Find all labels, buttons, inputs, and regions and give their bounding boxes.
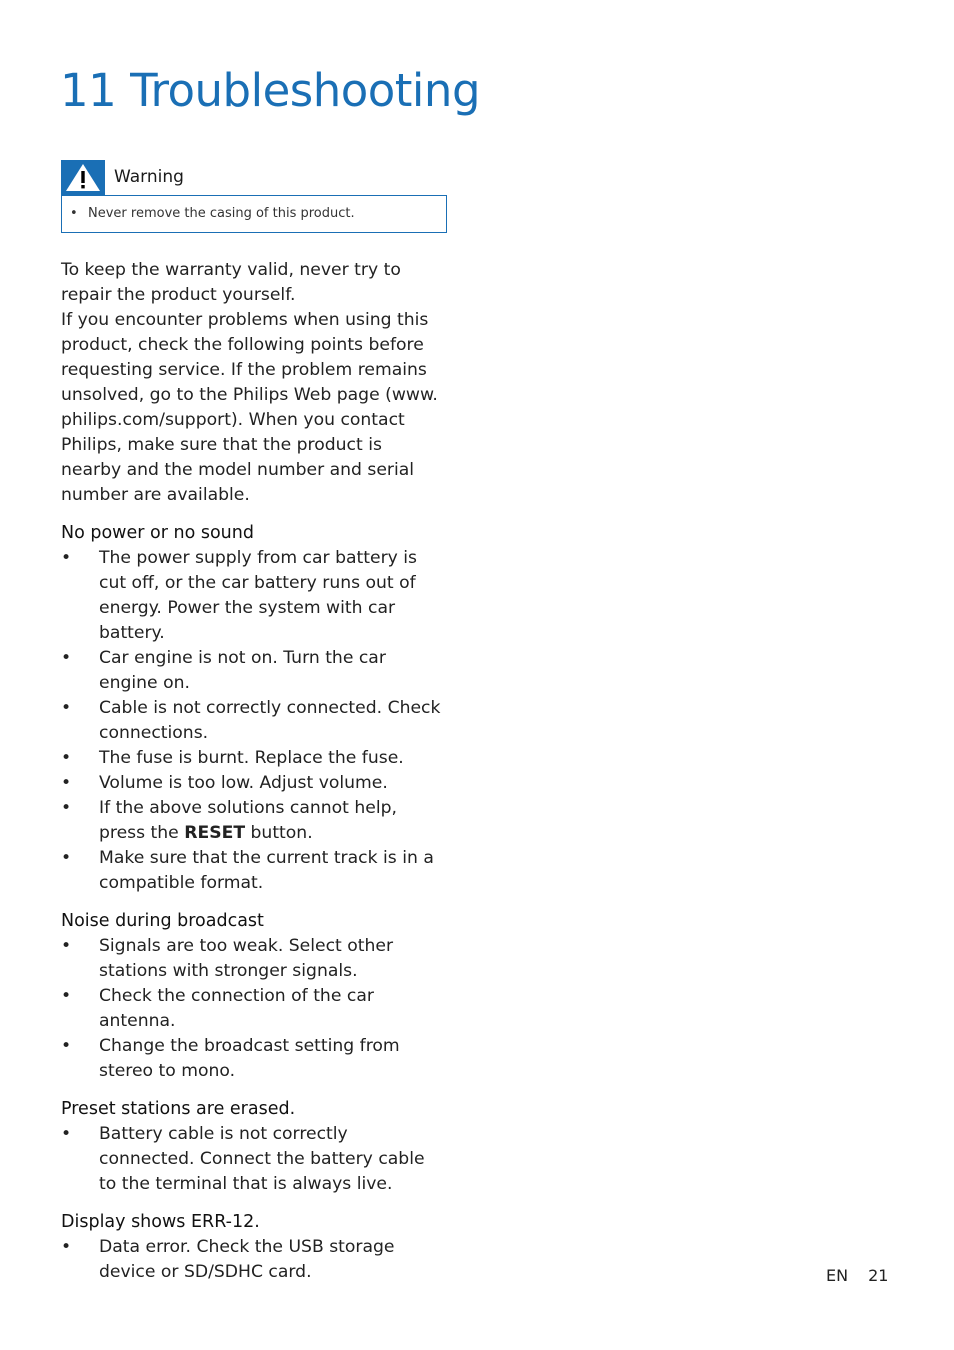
bullet: • (61, 1237, 72, 1257)
list-item (61, 846, 447, 896)
bullet-list-err12 (61, 1235, 447, 1285)
section-heading-no-power: No power or no sound (61, 523, 254, 543)
warning-triangle-icon (64, 162, 102, 193)
list-item-text: Car engine is not on. Turn the car engine on. (99, 648, 386, 693)
list-item-text: Make sure that the current track is in a compatible format. (99, 848, 434, 893)
list-item-text: Battery cable is not correctly connected. Connect the battery cable to the terminal that is always live. (99, 1124, 425, 1194)
bullet-list-noise (61, 934, 447, 1084)
bullet: • (61, 698, 72, 718)
list-item-text: If the above solutions cannot help, press the (99, 798, 398, 843)
intro-paragraph: If you encounter problems when using this product, check the following points before requesting service. If the problem remains unsolved, go to the Philips Web page (www. philips.com/support). When you contact Philips, make sure that the product is nearby and the model number and serial number are available. (61, 310, 438, 505)
list-item (61, 1235, 447, 1285)
list-item (61, 746, 447, 771)
main-content (61, 258, 447, 1285)
bullet: • (61, 748, 72, 768)
bullet: • (61, 986, 72, 1006)
list-item (61, 646, 447, 696)
warning-item-text: Never remove the casing of this product. (88, 206, 355, 221)
list-item-text: Signals are too weak. Select other stations with stronger signals. (99, 936, 394, 981)
bullet: • (70, 206, 78, 221)
bullet: • (61, 1036, 72, 1056)
bullet: • (61, 936, 72, 956)
reset-button-label: RESET (184, 823, 246, 843)
footer-language: EN (826, 1266, 849, 1285)
bullet: • (61, 773, 72, 793)
list-item (61, 1122, 447, 1197)
list-item (61, 771, 447, 796)
warning-label: Warning (114, 167, 184, 187)
list-item-text: button. (245, 823, 313, 843)
warning-box (61, 195, 447, 233)
warning-icon-box (61, 160, 105, 195)
bullet: • (61, 798, 72, 818)
list-item-text: Cable is not correctly connected. Check connections. (99, 698, 441, 743)
bullet: • (61, 1124, 72, 1144)
section-heading-preset: Preset stations are erased. (61, 1099, 296, 1119)
list-item-text: Data error. Check the USB storage device or SD/SDHC card. (99, 1237, 395, 1282)
list-item-text: Check the connection of the car antenna. (99, 986, 374, 1031)
page-title: 11 Troubleshooting (60, 64, 481, 117)
bullet: • (61, 548, 72, 568)
warning-item (70, 206, 355, 221)
list-item (61, 984, 447, 1034)
bullet-list-no-power (61, 546, 447, 896)
list-item (61, 546, 447, 646)
intro-paragraph: To keep the warranty valid, never try to repair the product yourself. (61, 260, 401, 305)
list-item-text: Change the broadcast setting from stereo to mono. (99, 1036, 400, 1081)
list-item-text: Volume is too low. Adjust volume. (99, 773, 388, 793)
list-item-text: The power supply from car battery is cut off, or the car battery runs out of energy. Power the system with car battery. (99, 548, 417, 643)
list-item-text: The fuse is burnt. Replace the fuse. (99, 748, 404, 768)
warning-header (61, 160, 447, 195)
bullet: • (61, 648, 72, 668)
list-item (61, 796, 447, 846)
bullet-list-preset (61, 1122, 447, 1197)
page-number: 21 (868, 1266, 889, 1285)
list-item (61, 934, 447, 984)
section-heading-noise: Noise during broadcast (61, 911, 264, 931)
page-footer (826, 1266, 888, 1285)
list-item (61, 1034, 447, 1084)
list-item (61, 696, 447, 746)
section-heading-err12: Display shows ERR-12. (61, 1212, 260, 1232)
bullet: • (61, 848, 72, 868)
